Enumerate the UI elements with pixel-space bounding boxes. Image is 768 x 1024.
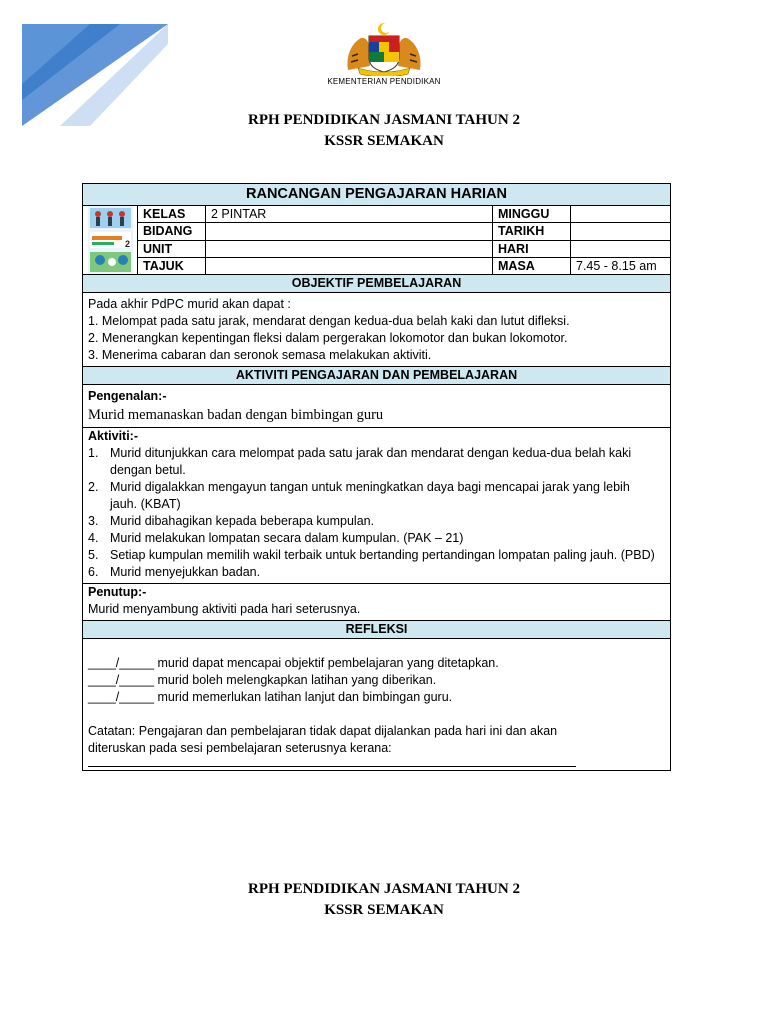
aktiviti-list [88,445,665,581]
ministry-logo [318,22,450,92]
bidang-label: BIDANG [138,223,206,240]
aktiviti-label: Aktiviti:- [88,429,138,443]
table-heading: RANCANGAN PENGAJARAN HARIAN [83,184,671,206]
objektif-heading: OBJEKTIF PEMBELAJARAN [83,275,671,293]
refleksi-line[interactable]: ____/_____ murid boleh melengkapkan latihan yang diberikan. [88,673,437,687]
list-item: 2. Murid digalakkan mengayun tangan untuk meningkatkan daya bagi mencapai jarak yang lebih jauh. (KBAT) [88,480,630,511]
masa-label: MASA [493,257,571,274]
footer-title-line-2: KSSR SEMAKAN [324,902,444,918]
list-item: 4. Murid melakukan lompatan secara dalam kumpulan. (PAK – 21) [88,531,464,545]
list-item: 3. Murid dibahagikan kepada beberapa kumpulan. [88,514,375,528]
minggu-value[interactable] [571,206,671,223]
pengenalan-section [83,385,671,428]
list-item: 5. Setiap kumpulan memilih wakil terbaik untuk bertanding pertandingan lompatan paling jauh. (PBD) [88,548,655,562]
objektif-section [83,293,671,367]
minggu-label: MINGGU [493,206,571,223]
penutup-label: Penutup:- [88,585,147,599]
rph-table [82,183,671,771]
catatan-line: Catatan: Pengajaran dan pembelajaran tidak dapat dijalankan pada hari ini dan akan [88,724,558,738]
pe-thumbnail-cell [83,206,138,275]
footer-title-line-1: RPH PENDIDIKAN JASMANI TAHUN 2 [248,881,520,897]
tajuk-value[interactable] [206,257,493,274]
kelas-value[interactable]: 2 PINTAR [206,206,493,223]
title-line-1: RPH PENDIDIKAN JASMANI TAHUN 2 [248,112,520,128]
kelas-label: KELAS [138,206,206,223]
document-title [0,110,768,152]
svg-text:2: 2 [124,239,130,249]
refleksi-section [83,639,671,771]
catatan-line: diteruskan pada sesi pembelajaran seterusnya kerana: [88,741,392,755]
hari-label: HARI [493,240,571,257]
objektif-item: 1. Melompat pada satu jarak, mendarat dengan kedua-dua belah kaki dan lutut difleksi. [88,314,570,328]
refleksi-line[interactable]: ____/_____ murid dapat mencapai objektif pembelajaran yang ditetapkan. [88,656,499,670]
list-item: 6. Murid menyejukkan badan. [88,565,261,579]
aktiviti-heading: AKTIVITI PENGAJARAN DAN PEMBELAJARAN [83,367,671,385]
tarikh-label: TARIKH [493,223,571,240]
unit-label: UNIT [138,240,206,257]
pengenalan-label: Pengenalan:- [88,389,167,403]
pengenalan-text: Murid memanaskan badan dengan bimbingan guru [88,407,384,423]
pe-thumbnail-image [88,206,133,274]
penutup-section [83,584,671,621]
masa-value[interactable]: 7.45 - 8.15 am [571,257,671,274]
aktiviti-section [83,428,671,584]
unit-value[interactable] [206,240,493,257]
objektif-item: 3. Menerima cabaran dan seronok semasa melakukan aktiviti. [88,348,432,362]
bidang-value[interactable] [206,223,493,240]
tarikh-value[interactable] [571,223,671,240]
list-item: 1. Murid ditunjukkan cara melompat pada satu jarak dan mendarat dengan kedua-dua belah kaki dengan betul. [88,446,632,477]
ministry-crest-logo [342,22,426,76]
title-line-2: KSSR SEMAKAN [324,133,444,149]
objektif-intro: Pada akhir PdPC murid akan dapat : [88,297,291,311]
catatan-fill-line[interactable] [88,765,576,767]
tajuk-label: TAJUK [138,257,206,274]
refleksi-line[interactable]: ____/_____ murid memerlukan latihan lanjut dan bimbingan guru. [88,690,453,704]
ministry-caption: KEMENTERIAN PENDIDIKAN [327,77,441,86]
objektif-item: 2. Menerangkan kepentingan fleksi dalam pergerakan lokomotor dan bukan lokomotor. [88,331,568,345]
refleksi-heading: REFLEKSI [83,621,671,639]
penutup-text: Murid menyambung aktiviti pada hari seterusnya. [88,602,361,616]
footer-title [0,879,768,921]
hari-value[interactable] [571,240,671,257]
